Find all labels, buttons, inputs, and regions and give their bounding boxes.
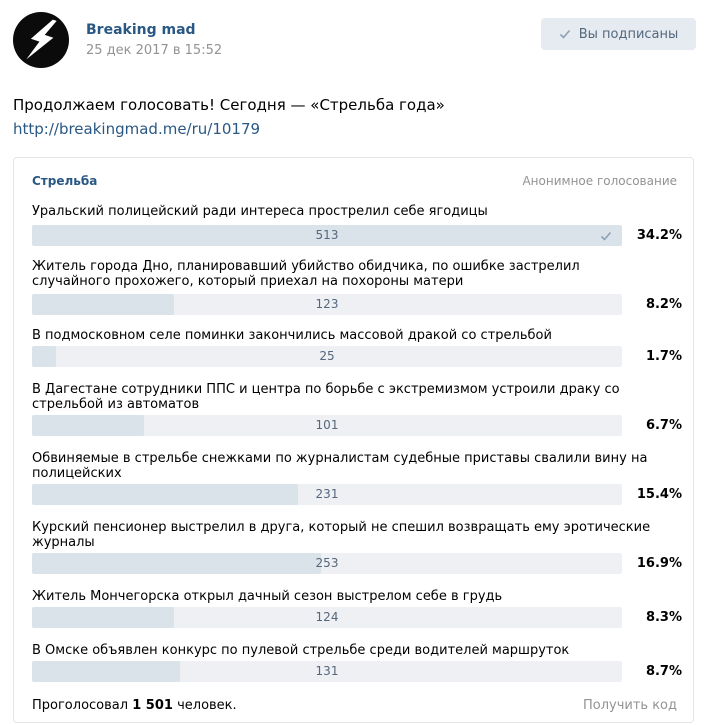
voted-check-icon xyxy=(600,230,612,242)
subscribed-label: Вы подписаны xyxy=(578,26,679,42)
poll-option-bar xyxy=(32,415,622,436)
poll-option-text: В Омске объявлен конкурс по пулевой стрельбе среди водителей маршруток xyxy=(32,643,570,658)
poll-option-percent: 6.7% xyxy=(645,418,682,433)
poll-option[interactable] xyxy=(32,259,682,315)
poll-option-votes: 25 xyxy=(319,349,335,363)
poll-option-bar xyxy=(32,225,622,246)
author-name[interactable]: Breaking mad xyxy=(86,22,196,38)
poll-option-text: В подмосковном селе поминки закончились массовой дракой со стрельбой xyxy=(32,328,552,343)
poll xyxy=(13,157,694,723)
poll-option-votes: 124 xyxy=(315,610,339,624)
poll-option-text: Уральский полицейский ради интереса прострелил себе ягодицы xyxy=(32,204,488,219)
poll-title: Стрельба xyxy=(32,174,98,188)
poll-option-percent: 15.4% xyxy=(636,487,682,502)
subscribed-button[interactable] xyxy=(541,18,696,50)
poll-option-text: Житель города Дно, планировавший убийство обидчика, по ошибке застрелил случайного прохожего, который приехал на похороны матери xyxy=(32,259,580,289)
poll-option-percent: 1.7% xyxy=(645,349,682,364)
poll-option-votes: 101 xyxy=(315,418,339,432)
poll-option[interactable] xyxy=(32,382,682,438)
poll-voters-count xyxy=(32,698,237,713)
poll-option-percent: 8.7% xyxy=(645,664,682,679)
avatar[interactable] xyxy=(13,12,69,68)
poll-option-bar xyxy=(32,553,622,574)
poll-option-percent: 8.2% xyxy=(645,297,682,312)
poll-option-percent: 34.2% xyxy=(636,228,682,243)
poll-option-bar xyxy=(32,346,622,367)
poll-option-text: В Дагестане сотрудники ППС и центра по борьбе с экстремизмом устроили драку со стрельбой из автоматов xyxy=(32,382,620,412)
post-message: Продолжаем голосовать! Сегодня — «Стрельба года» xyxy=(13,96,445,114)
checkmark-icon xyxy=(559,28,571,40)
poll-option-votes: 513 xyxy=(315,228,339,242)
poll-option-percent: 16.9% xyxy=(636,556,682,571)
poll-option-percent: 8.3% xyxy=(645,610,682,625)
poll-option-text: Обвиняемые в стрельбе снежками по журналистам судебные приставы свалили вину на полицейских xyxy=(32,451,648,481)
post-header xyxy=(13,12,697,70)
poll-option-votes: 231 xyxy=(315,487,339,501)
poll-option-bar xyxy=(32,294,622,315)
poll-option[interactable] xyxy=(32,451,682,507)
poll-option[interactable] xyxy=(32,328,682,370)
poll-option-text: Житель Мончегорска открыл дачный сезон выстрелом себе в грудь xyxy=(32,589,503,604)
poll-option[interactable] xyxy=(32,204,682,246)
post-link[interactable]: http://breakingmad.me/ru/10179 xyxy=(13,120,261,138)
poll-option[interactable] xyxy=(32,589,682,631)
voters-suffix: человек. xyxy=(177,698,237,713)
poll-option-text: Курский пенсионер выстрелил в друга, который не спешил возвращать ему эротические журналы xyxy=(32,520,651,550)
post-text xyxy=(13,93,693,141)
get-code-link[interactable]: Получить код xyxy=(582,698,677,713)
poll-option-votes: 123 xyxy=(315,297,339,311)
poll-option-bar xyxy=(32,484,622,505)
poll-option-bar xyxy=(32,607,622,628)
post-date[interactable]: 25 дек 2017 в 15:52 xyxy=(86,43,223,58)
voters-prefix: Проголосовал xyxy=(32,698,129,713)
poll-option[interactable] xyxy=(32,643,682,685)
voters-number[interactable]: 1 501 xyxy=(132,698,173,713)
poll-option-bar xyxy=(32,661,622,682)
lightning-bolt-icon xyxy=(13,12,69,68)
poll-option-votes: 253 xyxy=(315,556,339,570)
poll-type: Анонимное голосование xyxy=(522,174,677,188)
poll-option-votes: 131 xyxy=(315,664,339,678)
poll-option[interactable] xyxy=(32,520,682,576)
